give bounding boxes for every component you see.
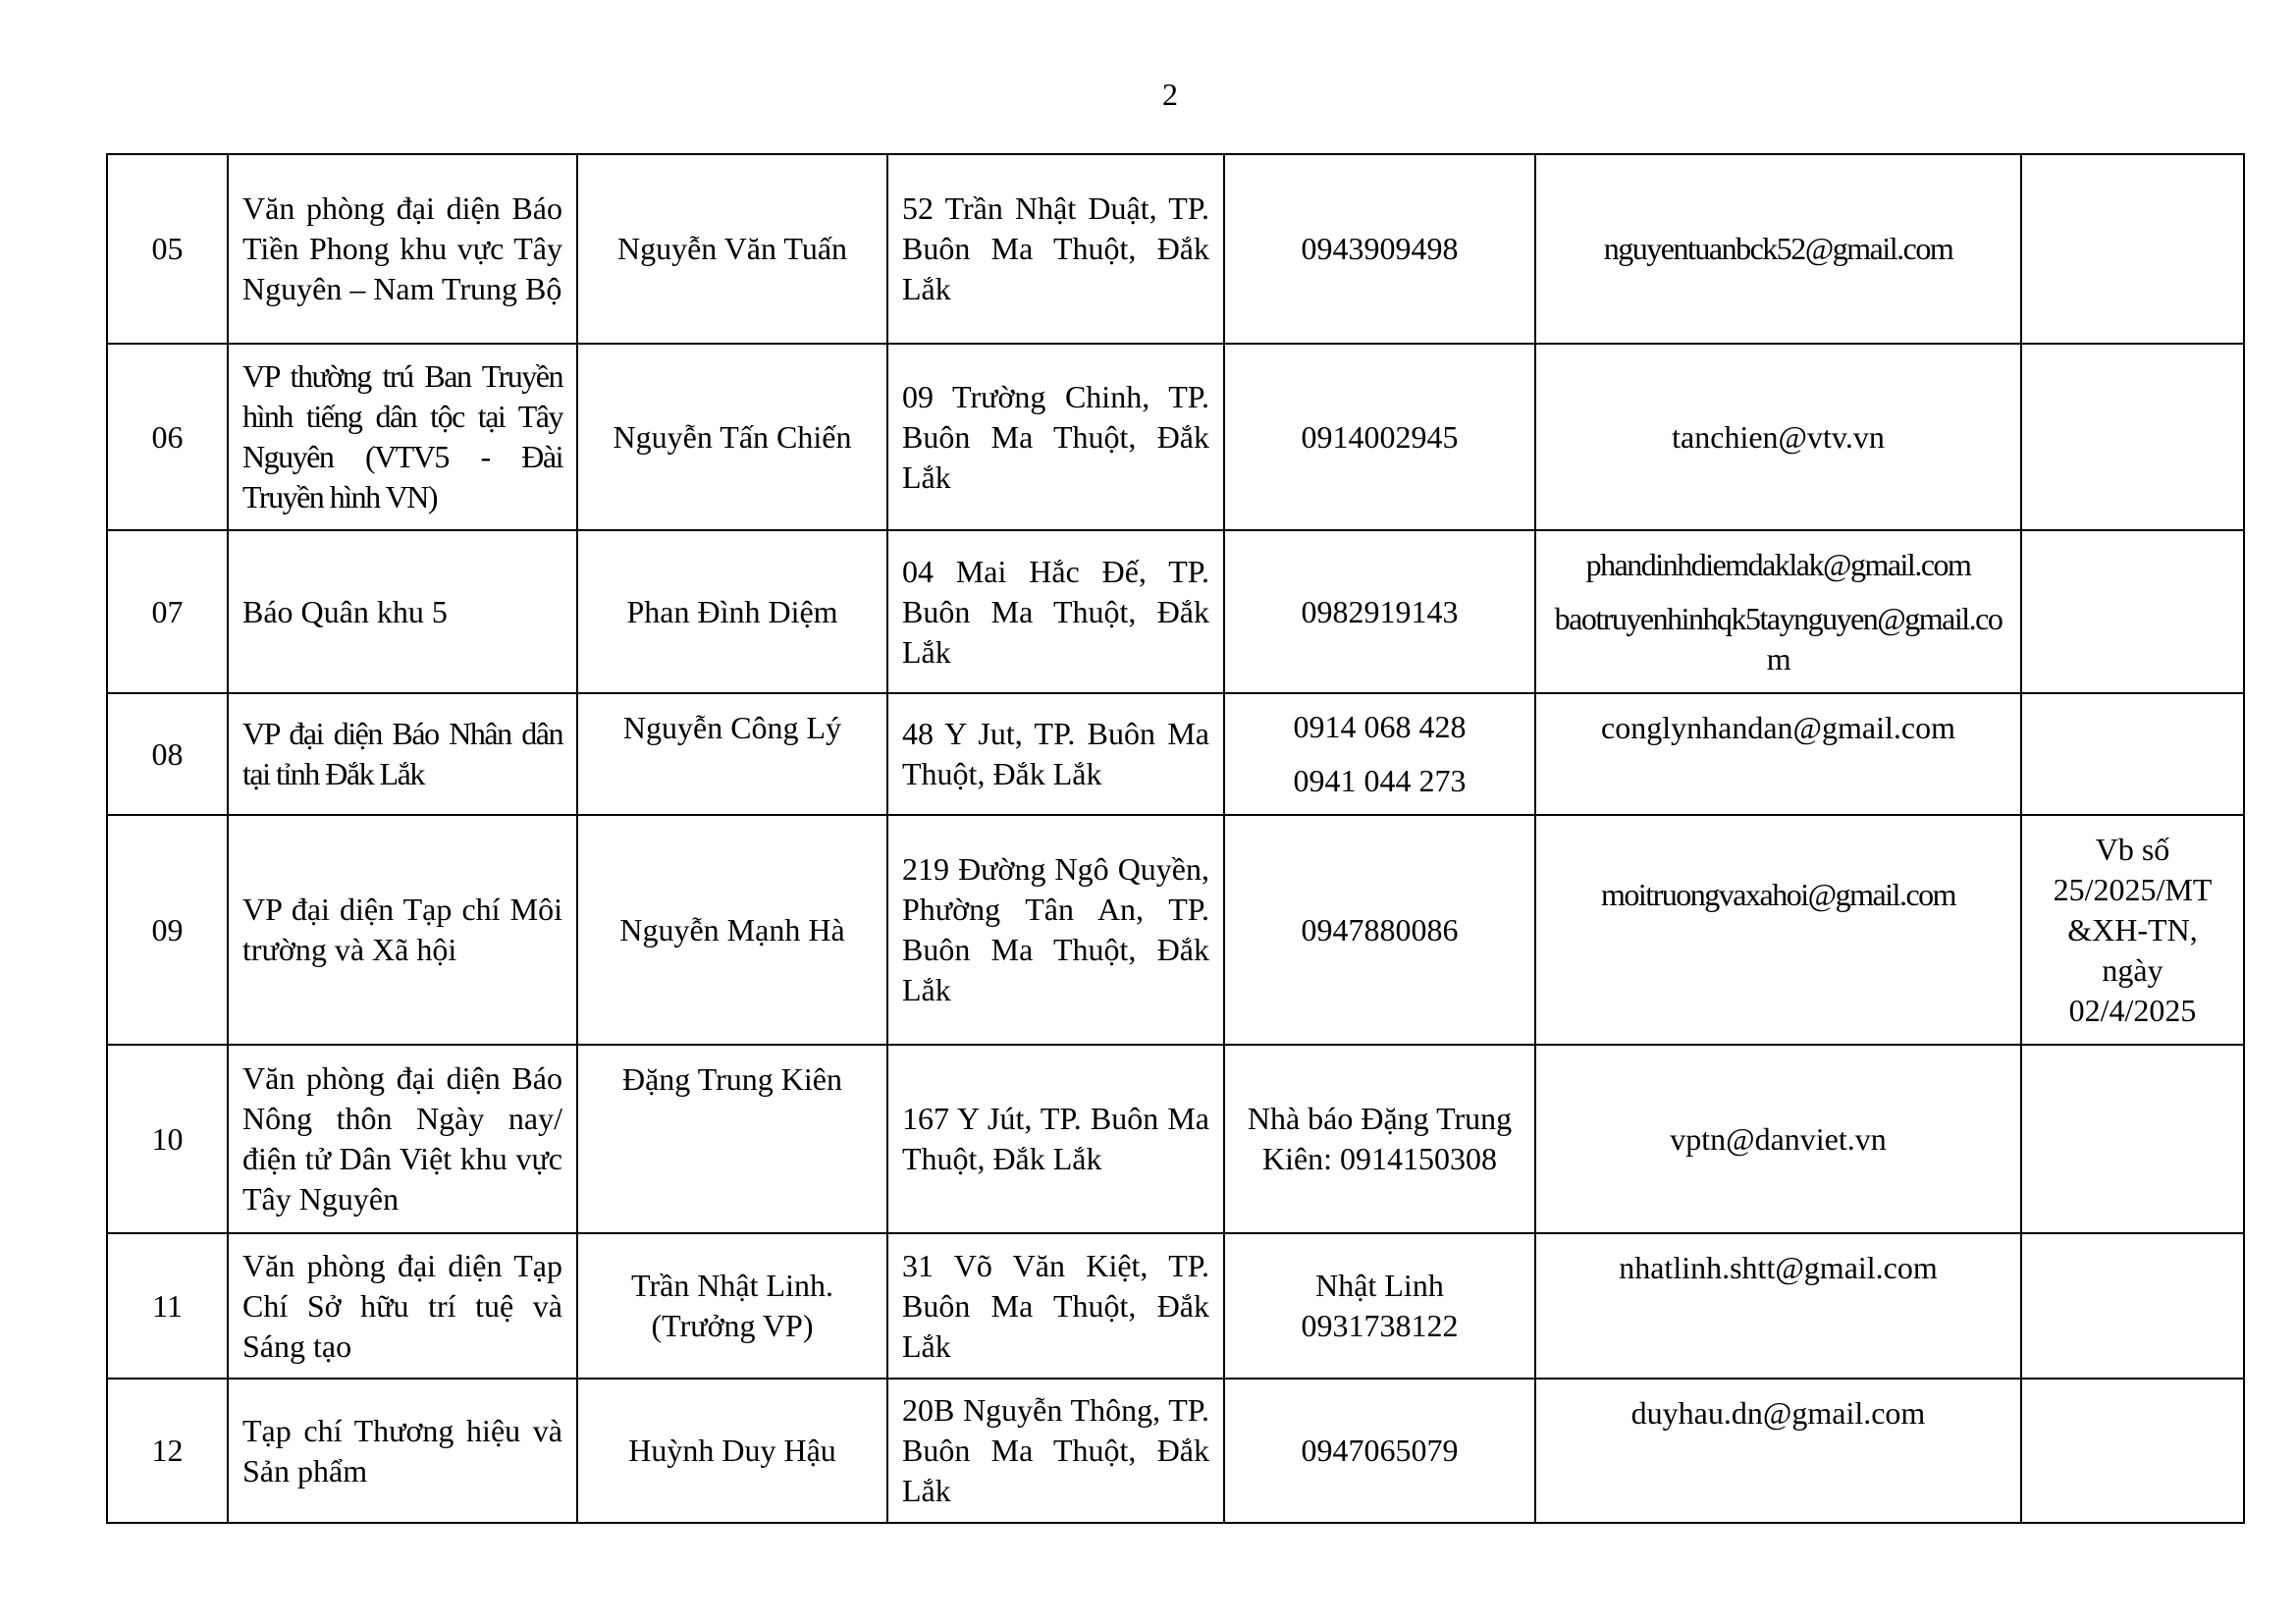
note: [2021, 693, 2244, 815]
email: [1535, 1045, 2021, 1233]
email-address: nguyentuanbck52@gmail.com: [1603, 231, 1953, 266]
email: [1535, 1379, 2021, 1523]
phone-number: 0914 068 428: [1293, 709, 1467, 744]
phone-number: Nhà báo Đặng Trung Kiên: 0914150308: [1247, 1101, 1513, 1176]
email: [1535, 154, 2021, 344]
contact-person: Huỳnh Duy Hậu: [577, 1379, 887, 1523]
phone: [1224, 815, 1535, 1045]
email-address: phandinhdiemdaklak@gmail.com: [1585, 546, 1971, 582]
address: 04 Mai Hắc Đế, TP. Buôn Ma Thuột, Đắk Lắk: [887, 530, 1224, 693]
note: [2021, 1379, 2244, 1523]
organization-name: Tạp chí Thương hiệu và Sản phẩm: [228, 1379, 577, 1523]
organization-name: VP thường trú Ban Truyền hình tiếng dân tộc tại Tây Nguyên (VTV5 - Đài Truyền hình VN): [228, 344, 577, 530]
table-row: [107, 1379, 2244, 1523]
table-row: [107, 693, 2244, 815]
row-number: 12: [107, 1379, 228, 1523]
note: [2021, 344, 2244, 530]
note: [2021, 154, 2244, 344]
note: Vb số 25/2025/MT &XH-TN, ngày 02/4/2025: [2021, 815, 2244, 1045]
phone-number: 0914002945: [1301, 418, 1459, 455]
address: 167 Y Jút, TP. Buôn Ma Thuột, Đắk Lắk: [887, 1045, 1224, 1233]
address: 219 Đường Ngô Quyền, Phường Tân An, TP. Buôn Ma Thuột, Đắk Lắk: [887, 815, 1224, 1045]
note: [2021, 530, 2244, 693]
email-address: baotruyenhinhqk5taynguyen@gmail.com: [1554, 600, 2002, 677]
table-row: [107, 1233, 2244, 1379]
email-address: vptn@danviet.vn: [1670, 1120, 1887, 1157]
phone-number: 0947065079: [1301, 1433, 1459, 1468]
phone: [1224, 1233, 1535, 1379]
address: 09 Trường Chinh, TP. Buôn Ma Thuột, Đắk Lắk: [887, 344, 1224, 530]
email-address: moitruongvaxahoi@gmail.com: [1600, 877, 1956, 912]
email: [1535, 815, 2021, 1045]
row-number: 10: [107, 1045, 228, 1233]
row-number: 09: [107, 815, 228, 1045]
address: 31 Võ Văn Kiệt, TP. Buôn Ma Thuột, Đắk Lắk: [887, 1233, 1224, 1379]
contact-person: Nguyễn Tấn Chiến: [577, 344, 887, 530]
phone-number: 0982919143: [1301, 593, 1459, 629]
phone: [1224, 693, 1535, 815]
phone: [1224, 530, 1535, 693]
page-number: 2: [1162, 77, 1178, 112]
contact-person: Nguyễn Văn Tuấn: [577, 154, 887, 344]
note: [2021, 1045, 2244, 1233]
row-number: 07: [107, 530, 228, 693]
organization-name: Văn phòng đại diện Báo Nông thôn Ngày nay/ điện tử Dân Việt khu vực Tây Nguyên: [228, 1045, 577, 1233]
table-row: [107, 154, 2244, 344]
row-number: 11: [107, 1233, 228, 1379]
table-row: [107, 1045, 2244, 1233]
phone: [1224, 1045, 1535, 1233]
contact-person: Nguyễn Mạnh Hà: [577, 815, 887, 1045]
contact-person: Trần Nhật Linh. (Trưởng VP): [577, 1233, 887, 1379]
email: [1535, 344, 2021, 530]
note: [2021, 1233, 2244, 1379]
contact-person: Phan Đình Diệm: [577, 530, 887, 693]
email-address: tanchien@vtv.vn: [1672, 418, 1885, 455]
table-row: [107, 344, 2244, 530]
email-address: conglynhandan@gmail.com: [1601, 710, 1955, 745]
address: 20B Nguyễn Thông, TP. Buôn Ma Thuột, Đắk Lắk: [887, 1379, 1224, 1523]
row-number: 06: [107, 344, 228, 530]
phone-number: 0941 044 273: [1293, 763, 1467, 798]
press-contacts-table: [106, 153, 2245, 1524]
phone-number: 0947880086: [1301, 911, 1459, 947]
email: [1535, 530, 2021, 693]
row-number: 05: [107, 154, 228, 344]
phone-number: Nhật Linh 0931738122: [1301, 1268, 1459, 1343]
table-row: [107, 815, 2244, 1045]
email: [1535, 693, 2021, 815]
address: 52 Trần Nhật Duật, TP. Buôn Ma Thuột, Đắk Lắk: [887, 154, 1224, 344]
email: [1535, 1233, 2021, 1379]
phone: [1224, 154, 1535, 344]
organization-name: Báo Quân khu 5: [228, 530, 577, 693]
phone: [1224, 344, 1535, 530]
contact-person: Nguyễn Công Lý: [577, 693, 887, 815]
organization-name: VP đại diện Tạp chí Môi trường và Xã hội: [228, 815, 577, 1045]
email-address: duyhau.dn@gmail.com: [1630, 1395, 1926, 1431]
contact-person: Đặng Trung Kiên: [577, 1045, 887, 1233]
organization-name: Văn phòng đại diện Báo Tiền Phong khu vực Tây Nguyên – Nam Trung Bộ: [228, 154, 577, 344]
address: 48 Y Jut, TP. Buôn Ma Thuột, Đắk Lắk: [887, 693, 1224, 815]
phone: [1224, 1379, 1535, 1523]
phone-number: 0943909498: [1301, 231, 1459, 266]
email-address: nhatlinh.shtt@gmail.com: [1619, 1250, 1938, 1285]
row-number: 08: [107, 693, 228, 815]
organization-name: VP đại diện Báo Nhân dân tại tỉnh Đắk Lắk: [228, 693, 577, 815]
table-row: [107, 530, 2244, 693]
organization-name: Văn phòng đại diện Tạp Chí Sở hữu trí tuệ và Sáng tạo: [228, 1233, 577, 1379]
